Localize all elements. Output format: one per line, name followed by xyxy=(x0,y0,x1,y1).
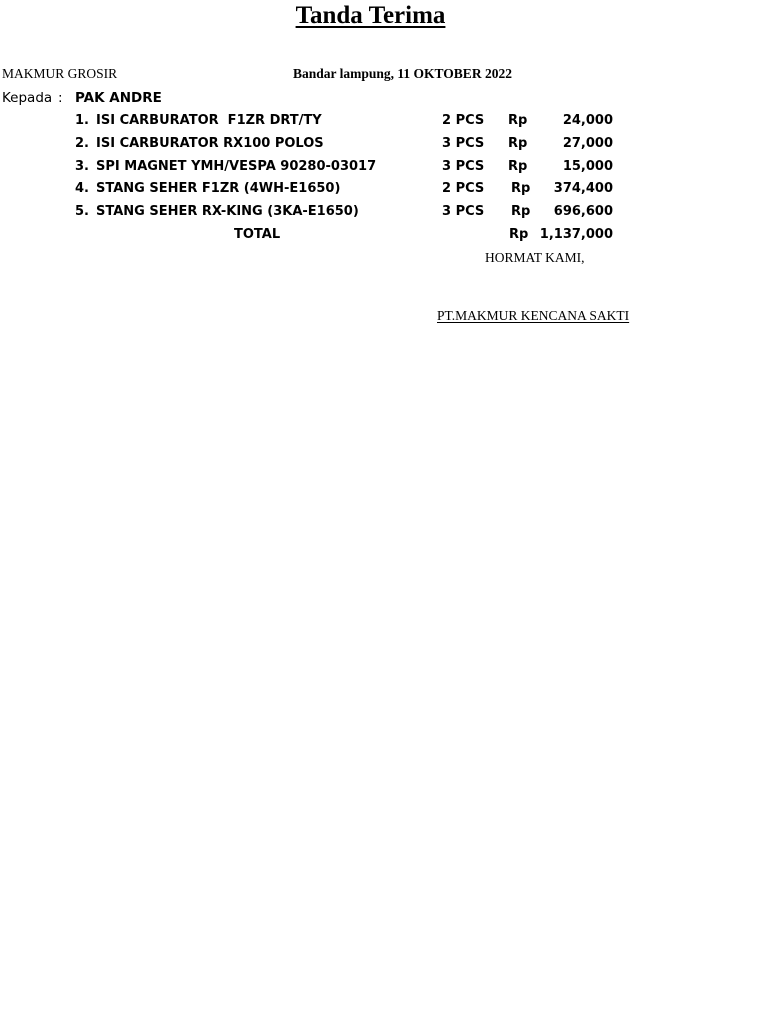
item-number: 4. xyxy=(75,181,89,196)
item-quantity: 3 PCS xyxy=(442,136,485,151)
item-row xyxy=(0,159,768,179)
item-currency: Rp xyxy=(508,136,528,151)
item-row xyxy=(0,113,768,133)
item-description: ISI CARBURATOR RX100 POLOS xyxy=(96,136,324,151)
recipient-name: PAK ANDRE xyxy=(75,90,162,106)
item-number: 1. xyxy=(75,113,89,128)
item-amount: 15,000 xyxy=(562,159,613,174)
item-number: 5. xyxy=(75,204,89,219)
total-currency: Rp xyxy=(509,227,529,242)
item-quantity: 3 PCS xyxy=(442,159,485,174)
recipient-colon: : xyxy=(58,90,63,106)
recipient-label: Kepada xyxy=(2,90,53,106)
item-description: STANG SEHER F1ZR (4WH-E1650) xyxy=(96,181,341,196)
item-number: 2. xyxy=(75,136,89,151)
item-quantity: 2 PCS xyxy=(442,181,485,196)
item-number: 3. xyxy=(75,159,89,174)
item-row xyxy=(0,181,768,201)
item-description: SPI MAGNET YMH/VESPA 90280-03017 xyxy=(96,159,377,174)
total-amount: 1,137,000 xyxy=(539,227,613,242)
date-line: Bandar lampung, 11 OKTOBER 2022 xyxy=(293,66,512,81)
item-quantity: 2 PCS xyxy=(442,113,485,128)
item-row xyxy=(0,136,768,156)
item-amount: 27,000 xyxy=(562,136,613,151)
item-amount: 24,000 xyxy=(562,113,613,128)
document-title: Tanda Terima xyxy=(295,2,446,29)
item-currency: Rp xyxy=(511,204,531,219)
item-currency: Rp xyxy=(508,113,528,128)
total-row xyxy=(0,227,768,247)
item-row xyxy=(0,204,768,224)
item-quantity: 3 PCS xyxy=(442,204,485,219)
closing-greeting: HORMAT KAMI, xyxy=(485,250,585,265)
item-currency: Rp xyxy=(508,159,528,174)
item-description: ISI CARBURATOR F1ZR DRT/TY xyxy=(96,113,322,128)
item-amount: 696,600 xyxy=(553,204,613,219)
sender-name: MAKMUR GROSIR xyxy=(2,66,118,81)
company-name: PT.MAKMUR KENCANA SAKTI xyxy=(437,308,630,323)
item-description: STANG SEHER RX-KING (3KA-E1650) xyxy=(96,204,359,219)
item-currency: Rp xyxy=(511,181,531,196)
total-label: TOTAL xyxy=(234,227,281,242)
item-amount: 374,400 xyxy=(553,181,613,196)
